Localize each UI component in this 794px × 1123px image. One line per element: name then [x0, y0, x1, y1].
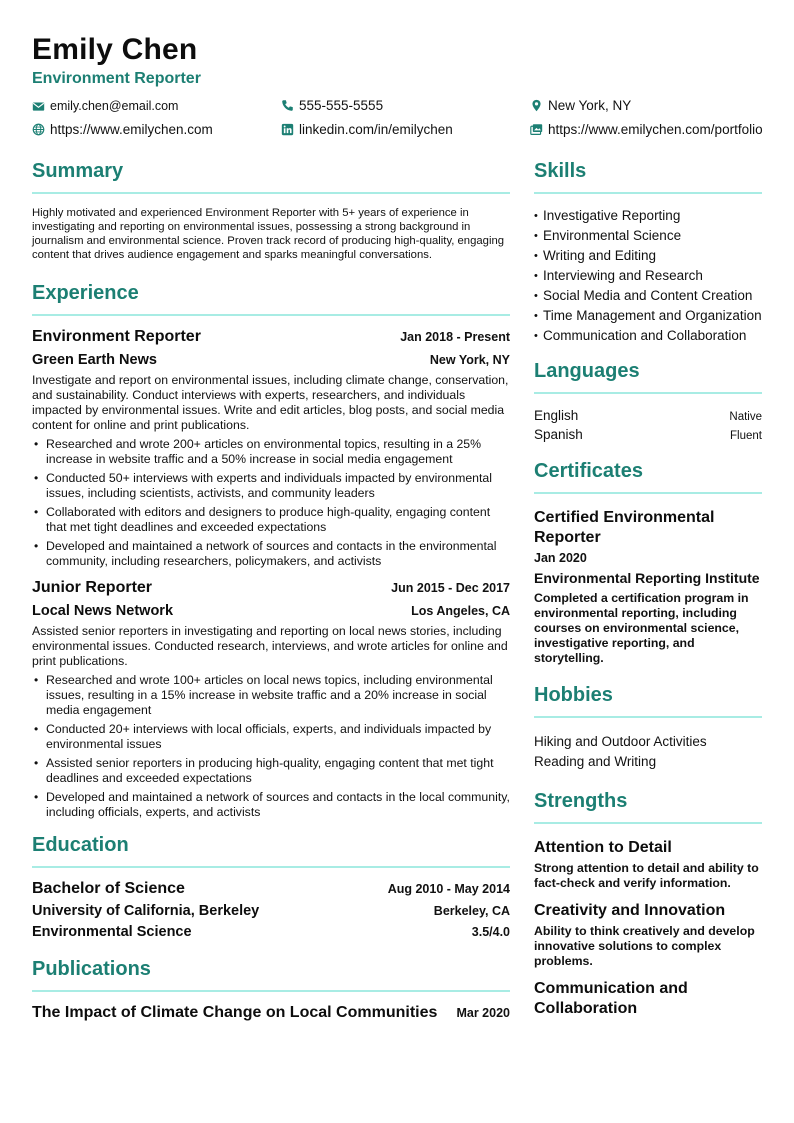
certificate-date: Jan 2020	[534, 551, 587, 565]
language-level: Native	[729, 411, 762, 423]
languages-heading: Languages	[534, 360, 762, 394]
certificates-heading: Certificates	[534, 460, 762, 494]
contact-phone[interactable]	[281, 98, 383, 113]
certificate-org: Environmental Reporting Institute	[534, 570, 760, 586]
publication-title: The Impact of Climate Change on Local Communities	[32, 1004, 438, 1021]
language-row	[534, 427, 762, 442]
skill-item: • Time Management and Organization	[534, 308, 762, 324]
contact-location	[530, 98, 631, 113]
candidate-role: Environment Reporter	[32, 70, 201, 87]
contact-linkedin[interactable]	[281, 122, 453, 137]
job-bullets	[32, 673, 510, 820]
candidate-name: Emily Chen	[32, 33, 198, 66]
phone-icon	[281, 99, 294, 112]
globe-icon	[32, 123, 45, 136]
experience-heading: Experience	[32, 282, 510, 316]
education-school: University of California, Berkeley	[32, 903, 260, 919]
job-bullet: • Researched and wrote 100+ articles on local news topics, including environmental issues, resulting in a 15% increase in website traffic and a 20% increase in social media engagement	[32, 673, 510, 718]
strength-title: Creativity and Innovation	[534, 902, 726, 919]
strength-description: Ability to think creatively and develop innovative solutions to complex problems.	[534, 924, 755, 968]
certificates-section	[534, 460, 762, 666]
strength-title: Attention to Detail	[534, 839, 672, 856]
job-bullet: • Conducted 50+ interviews with experts and individuals impacted by environmental issues, including scientists, activists, and community leaders	[32, 471, 510, 501]
language-name: Spanish	[534, 427, 583, 442]
job-bullet: • Developed and maintained a network of sources and contacts in the environmental community, including researchers, policymakers, and activists	[32, 539, 510, 569]
contact-website[interactable]	[32, 122, 213, 137]
publications-heading: Publications	[32, 958, 510, 992]
skill-item: • Environmental Science	[534, 228, 762, 244]
job-company: Local News Network	[32, 603, 174, 619]
right-column	[534, 160, 762, 1019]
linkedin-text: linkedin.com/in/emilychen	[299, 122, 453, 137]
skill-item: • Investigative Reporting	[534, 208, 762, 224]
certificate-description: Completed a certification program in environmental reporting, including courses on environmental science, investigative reporting, and storytelling.	[534, 591, 749, 665]
strengths-section	[534, 790, 762, 1019]
location-text: New York, NY	[548, 98, 632, 113]
portfolio-icon	[530, 123, 543, 136]
hobby-item: Reading and Writing	[534, 754, 657, 769]
website-text: https://www.emilychen.com	[50, 122, 213, 137]
publication-date: Mar 2020	[456, 1006, 510, 1020]
language-name: English	[534, 408, 579, 423]
job-title: Environment Reporter	[32, 328, 201, 345]
hobbies-heading: Hobbies	[534, 684, 762, 718]
job-location: Los Angeles, CA	[411, 604, 510, 618]
contact-email[interactable]	[32, 99, 178, 113]
education-heading: Education	[32, 834, 510, 868]
job-dates: Jan 2018 - Present	[400, 330, 510, 344]
publication-entry	[32, 1004, 510, 1022]
experience-section	[32, 282, 510, 820]
left-column	[32, 160, 510, 1022]
envelope-icon	[32, 100, 45, 113]
education-dates: Aug 2010 - May 2014	[387, 882, 510, 896]
job-title: Junior Reporter	[32, 579, 153, 596]
job-company: Green Earth News	[32, 352, 157, 368]
hobby-item: Hiking and Outdoor Activities	[534, 734, 707, 749]
publications-section	[32, 958, 510, 1022]
job-bullet: • Assisted senior reporters in producing high-quality, engaging content that met tight deadlines and exceeded expectations	[32, 756, 510, 786]
job-description: Assisted senior reporters in investigating and reporting on local news stories, including environmental issues. Conducted research, interviews, and wrote articles for online and print publications.	[32, 624, 508, 668]
email-text: emily.chen@email.com	[50, 99, 179, 113]
skill-item: • Writing and Editing	[534, 248, 762, 264]
job-entry	[32, 328, 510, 569]
education-location: Berkeley, CA	[433, 904, 510, 918]
education-section	[32, 834, 510, 940]
linkedin-icon	[281, 123, 294, 136]
education-gpa: 3.5/4.0	[471, 925, 510, 939]
skill-item: • Social Media and Content Creation	[534, 288, 762, 304]
skill-item: • Communication and Collaboration	[534, 328, 762, 344]
skill-item: • Interviewing and Research	[534, 268, 762, 284]
language-row	[534, 408, 762, 423]
certificate-name: Certified Environmental Reporter	[534, 509, 715, 546]
job-description: Investigate and report on environmental issues, including climate change, conservation, and sustainability. Conduct interviews with experts, researchers, and individuals impacted by environmental issues. Write and edit articles, blog posts, and social media content for online and print publications.	[32, 373, 509, 432]
job-location: New York, NY	[429, 353, 510, 367]
portfolio-text: https://www.emilychen.com/portfolio	[548, 122, 763, 137]
job-dates: Jun 2015 - Dec 2017	[391, 581, 510, 595]
strength-description: Strong attention to detail and ability to fact-check and verify information.	[534, 861, 759, 890]
education-field: Environmental Science	[32, 924, 192, 940]
map-pin-icon	[530, 99, 543, 112]
summary-text: Highly motivated and experienced Environment Reporter with 5+ years of experience in investigating and reporting on environmental issues, possessing a strong background in journalism and environmental science. Proven track record of producing high-quality, engaging content that drives audience engagement and sparks meaningful conversations.	[32, 207, 505, 261]
strength-title: Communication and Collaboration	[534, 980, 688, 1017]
contact-portfolio[interactable]	[530, 122, 763, 137]
job-bullets	[32, 437, 510, 569]
languages-section	[534, 360, 762, 442]
job-bullet: • Collaborated with editors and designers to produce high-quality, engaging content that met tight deadlines and exceeded expectations	[32, 505, 510, 535]
hobbies-section	[534, 684, 762, 772]
education-degree: Bachelor of Science	[32, 880, 185, 897]
phone-text: 555-555-5555	[299, 98, 384, 113]
skills-heading: Skills	[534, 160, 762, 194]
summary-section	[32, 160, 510, 262]
job-bullet: • Researched and wrote 200+ articles on environmental topics, resulting in a 25% increase in website traffic and a 50% increase in social media engagement	[32, 437, 510, 467]
skills-list	[534, 208, 762, 344]
strengths-heading: Strengths	[534, 790, 762, 824]
summary-heading: Summary	[32, 160, 510, 194]
language-level: Fluent	[730, 430, 762, 442]
job-bullet: • Conducted 20+ interviews with local officials, experts, and individuals impacted by environmental issues	[32, 722, 510, 752]
job-entry	[32, 579, 510, 820]
job-bullet: • Developed and maintained a network of sources and contacts in the local community, including officials, experts, and activists	[32, 790, 510, 820]
skills-section	[534, 160, 762, 344]
